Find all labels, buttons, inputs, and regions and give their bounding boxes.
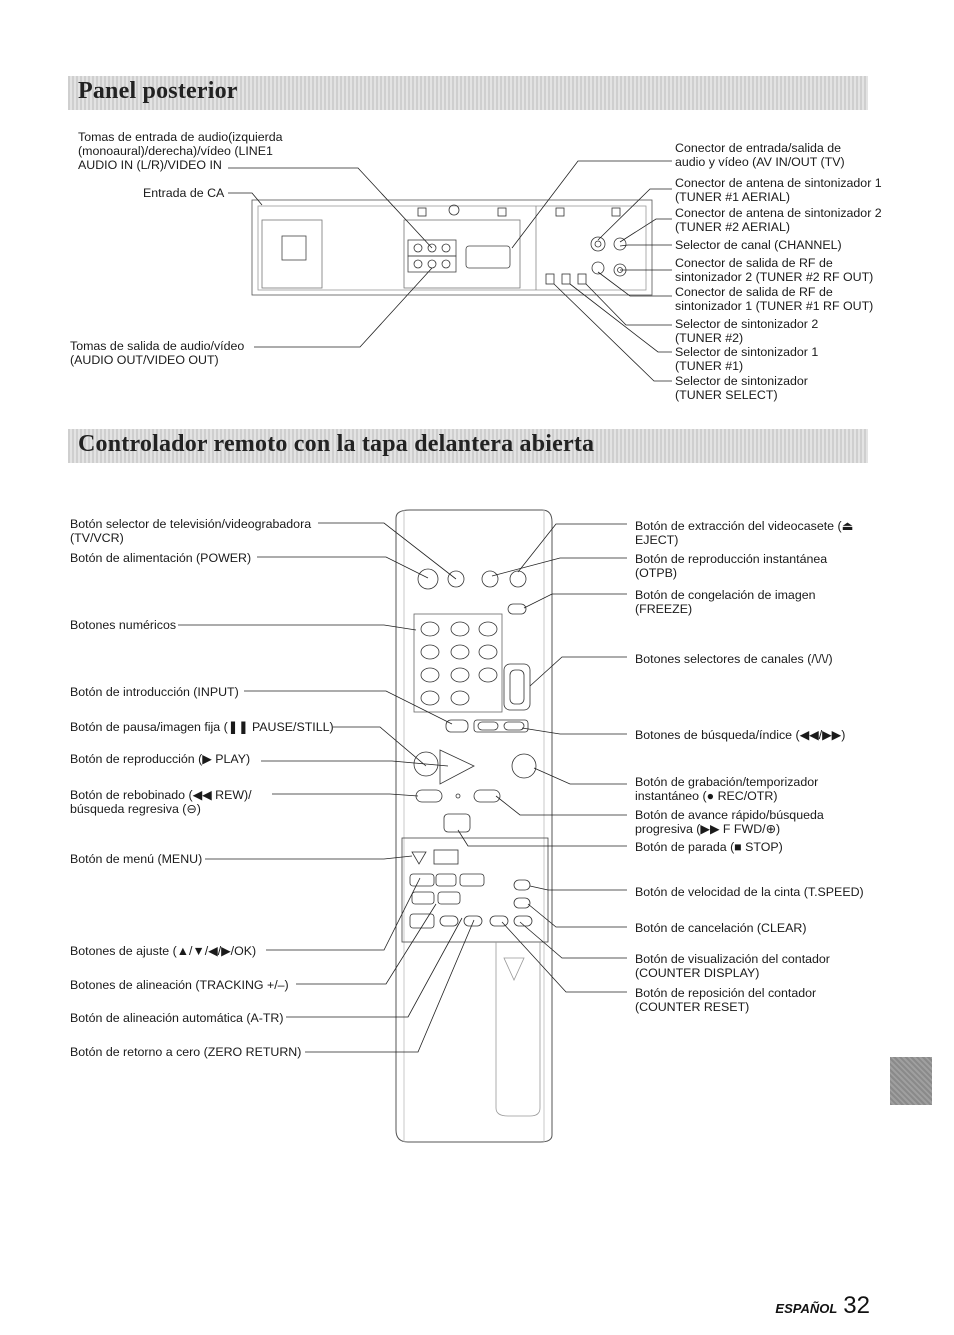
label-otpb: Botón de reproducción instantánea (OTPB) bbox=[635, 552, 828, 581]
label-input: Botón de introducción (INPUT) bbox=[70, 685, 239, 699]
label-aerial2: Conector de antena de sintonizador 2 (TUNER #2 AERIAL) bbox=[675, 206, 882, 235]
label-stop: Botón de parada (■ STOP) bbox=[635, 840, 783, 854]
label-atr: Botón de alineación automática (A-TR) bbox=[70, 1011, 284, 1025]
label-ffwd: Botón de avance rápido/búsqueda progresiva (▶▶ F FWD/⊕) bbox=[635, 808, 824, 837]
label-power: Botón de alimentación (POWER) bbox=[70, 551, 252, 565]
label-search: Botones de búsqueda/índice (◀◀/▶▶) bbox=[635, 728, 846, 742]
label-play: Botón de reproducción (▶ PLAY) bbox=[70, 752, 251, 766]
label-tvvcr: Botón selector de televisión/videograbadora (TV/VCR) bbox=[70, 517, 312, 546]
remote-illustration bbox=[396, 510, 552, 1142]
label-audio-in: Tomas de entrada de audio(izquierda (monoaural)/derecha)/vídeo (LINE1 AUDIO IN (L/R)/VIDEO IN bbox=[78, 130, 283, 173]
label-audio-out: Tomas de salida de audio/vídeo (AUDIO OUT/VIDEO OUT) bbox=[70, 339, 245, 368]
label-channels: Botones selectores de canales (/\/\/) bbox=[635, 652, 833, 666]
label-ac-input: Entrada de CA bbox=[143, 186, 225, 200]
label-zero-return: Botón de retorno a cero (ZERO RETURN) bbox=[70, 1045, 302, 1059]
page-footer bbox=[775, 1292, 870, 1320]
language-tab-marker bbox=[890, 1057, 932, 1105]
label-av-inout: Conector de entrada/salida de audio y vídeo (AV IN/OUT (TV) bbox=[675, 141, 845, 170]
label-freeze: Botón de congelación de imagen (FREEZE) bbox=[635, 588, 816, 617]
label-pause: Botón de pausa/imagen fija (❚❚ PAUSE/STILL) bbox=[70, 720, 334, 734]
label-tuner2: Selector de sintonizador 2 (TUNER #2) bbox=[675, 317, 819, 346]
label-tuner1: Selector de sintonizador 1 (TUNER #1) bbox=[675, 345, 819, 374]
label-numeric: Botones numéricos bbox=[70, 618, 177, 632]
label-tracking: Botones de alineación (TRACKING +/–) bbox=[70, 978, 289, 992]
label-counter-display: Botón de visualización del contador (COUNTER DISPLAY) bbox=[635, 952, 830, 981]
label-eject: Botón de extracción del videocasete (⏏ EJECT) bbox=[635, 519, 854, 548]
page-number: 32 bbox=[843, 1292, 870, 1319]
label-rfout2: Conector de salida de RF de sintonizador 2 (TUNER #2 RF OUT) bbox=[675, 256, 874, 285]
footer-language: ESPAÑOL bbox=[775, 1301, 838, 1316]
label-rfout1: Conector de salida de RF de sintonizador 1 (TUNER #1 RF OUT) bbox=[675, 285, 874, 314]
label-tspeed: Botón de velocidad de la cinta (T.SPEED) bbox=[635, 885, 864, 899]
label-menu: Botón de menú (MENU) bbox=[70, 852, 203, 866]
label-counter-reset: Botón de reposición del contador (COUNTER RESET) bbox=[635, 986, 817, 1015]
label-clear: Botón de cancelación (CLEAR) bbox=[635, 921, 807, 935]
rear-panel-title: Panel posterior bbox=[78, 78, 238, 104]
label-rew: Botón de rebobinado (◀◀ REW)/ búsqueda regresiva (⊖) bbox=[70, 788, 252, 817]
label-aerial1: Conector de antena de sintonizador 1 (TUNER #1 AERIAL) bbox=[675, 176, 882, 205]
label-channel: Selector de canal (CHANNEL) bbox=[675, 238, 842, 252]
remote-title: Controlador remoto con la tapa delantera abierta bbox=[78, 431, 595, 457]
vcr-rear-illustration bbox=[252, 200, 652, 295]
label-rec: Botón de grabación/temporizador instantáneo (● REC/OTR) bbox=[635, 775, 819, 804]
label-tuner-select: Selector de sintonizador (TUNER SELECT) bbox=[675, 374, 808, 403]
label-adjust: Botones de ajuste (▲/▼/◀/▶/OK) bbox=[70, 944, 257, 958]
